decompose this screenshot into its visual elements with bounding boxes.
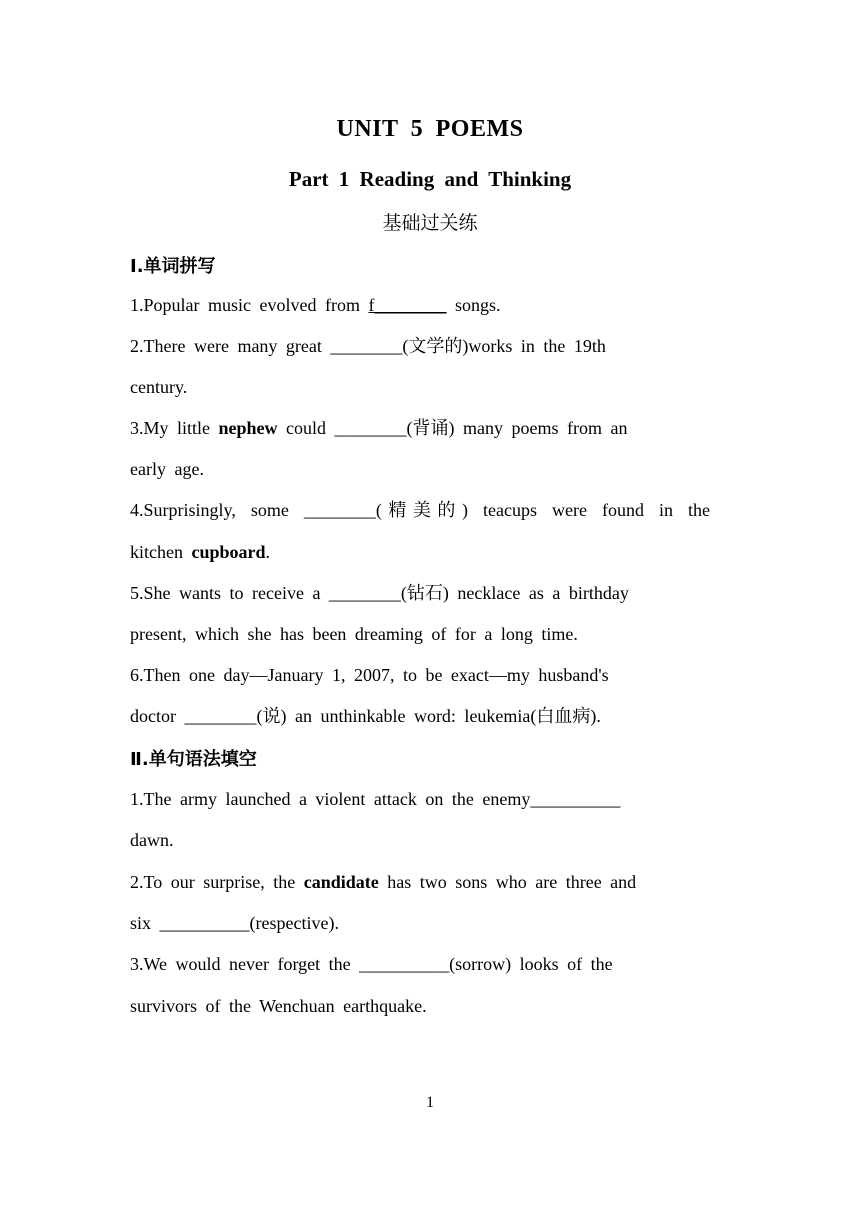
question-2-3-line-1: 3.We would never forget the __________(sorrow) looks of the	[130, 954, 613, 974]
question-1-2-line-1: 2.There were many great ________(文学的)works in the 19th	[130, 336, 606, 356]
part-title: Part 1 Reading and Thinking	[288, 167, 572, 191]
answer-blank: f________	[368, 295, 447, 315]
page-number: 1	[426, 1094, 434, 1111]
question-1-5-line-1: 5.She wants to receive a ________(钻石) necklace as a birthday	[130, 583, 629, 603]
question-1-6-line-1: 6.Then one day—January 1, 2007, to be exact—my husband's	[130, 665, 609, 685]
section-heading-grammar: Ⅱ.单句语法填空	[130, 749, 257, 770]
question-1-2-line-2: century.	[130, 377, 188, 397]
question-1-3-line-2: early age.	[130, 459, 204, 479]
bold-word: nephew	[218, 418, 278, 438]
question-1-4-line-2: kitchen cupboard.	[130, 542, 271, 562]
unit-title: UNIT 5 POEMS	[336, 116, 524, 142]
question-1-4-line-1: 4.Surprisingly, some ________(精美的) teacups were found in the	[130, 500, 710, 520]
question-1-5-line-2: present, which she has been dreaming of for a long time.	[130, 624, 578, 644]
question-1-1: 1.Popular music evolved from f________ songs.	[130, 295, 501, 315]
question-1-3-line-1: 3.My little nephew could ________(背诵) many poems from an	[130, 418, 628, 438]
bold-word: candidate	[303, 872, 379, 892]
question-2-1-line-2: dawn.	[130, 830, 174, 850]
section-subtitle: 基础过关练	[382, 212, 478, 234]
question-2-2-line-1: 2.To our surprise, the candidate has two sons who are three and	[130, 872, 637, 892]
bold-word: cupboard	[191, 542, 266, 562]
question-2-1-line-1: 1.The army launched a violent attack on the enemy__________	[130, 789, 621, 809]
question-1-6-line-2: doctor ________(说) an unthinkable word: leukemia(白血病).	[130, 706, 601, 726]
section-heading-spelling: Ⅰ.单词拼写	[130, 256, 216, 277]
question-2-2-line-2: six __________(respective).	[130, 913, 339, 933]
question-2-3-line-2: survivors of the Wenchuan earthquake.	[130, 996, 427, 1016]
